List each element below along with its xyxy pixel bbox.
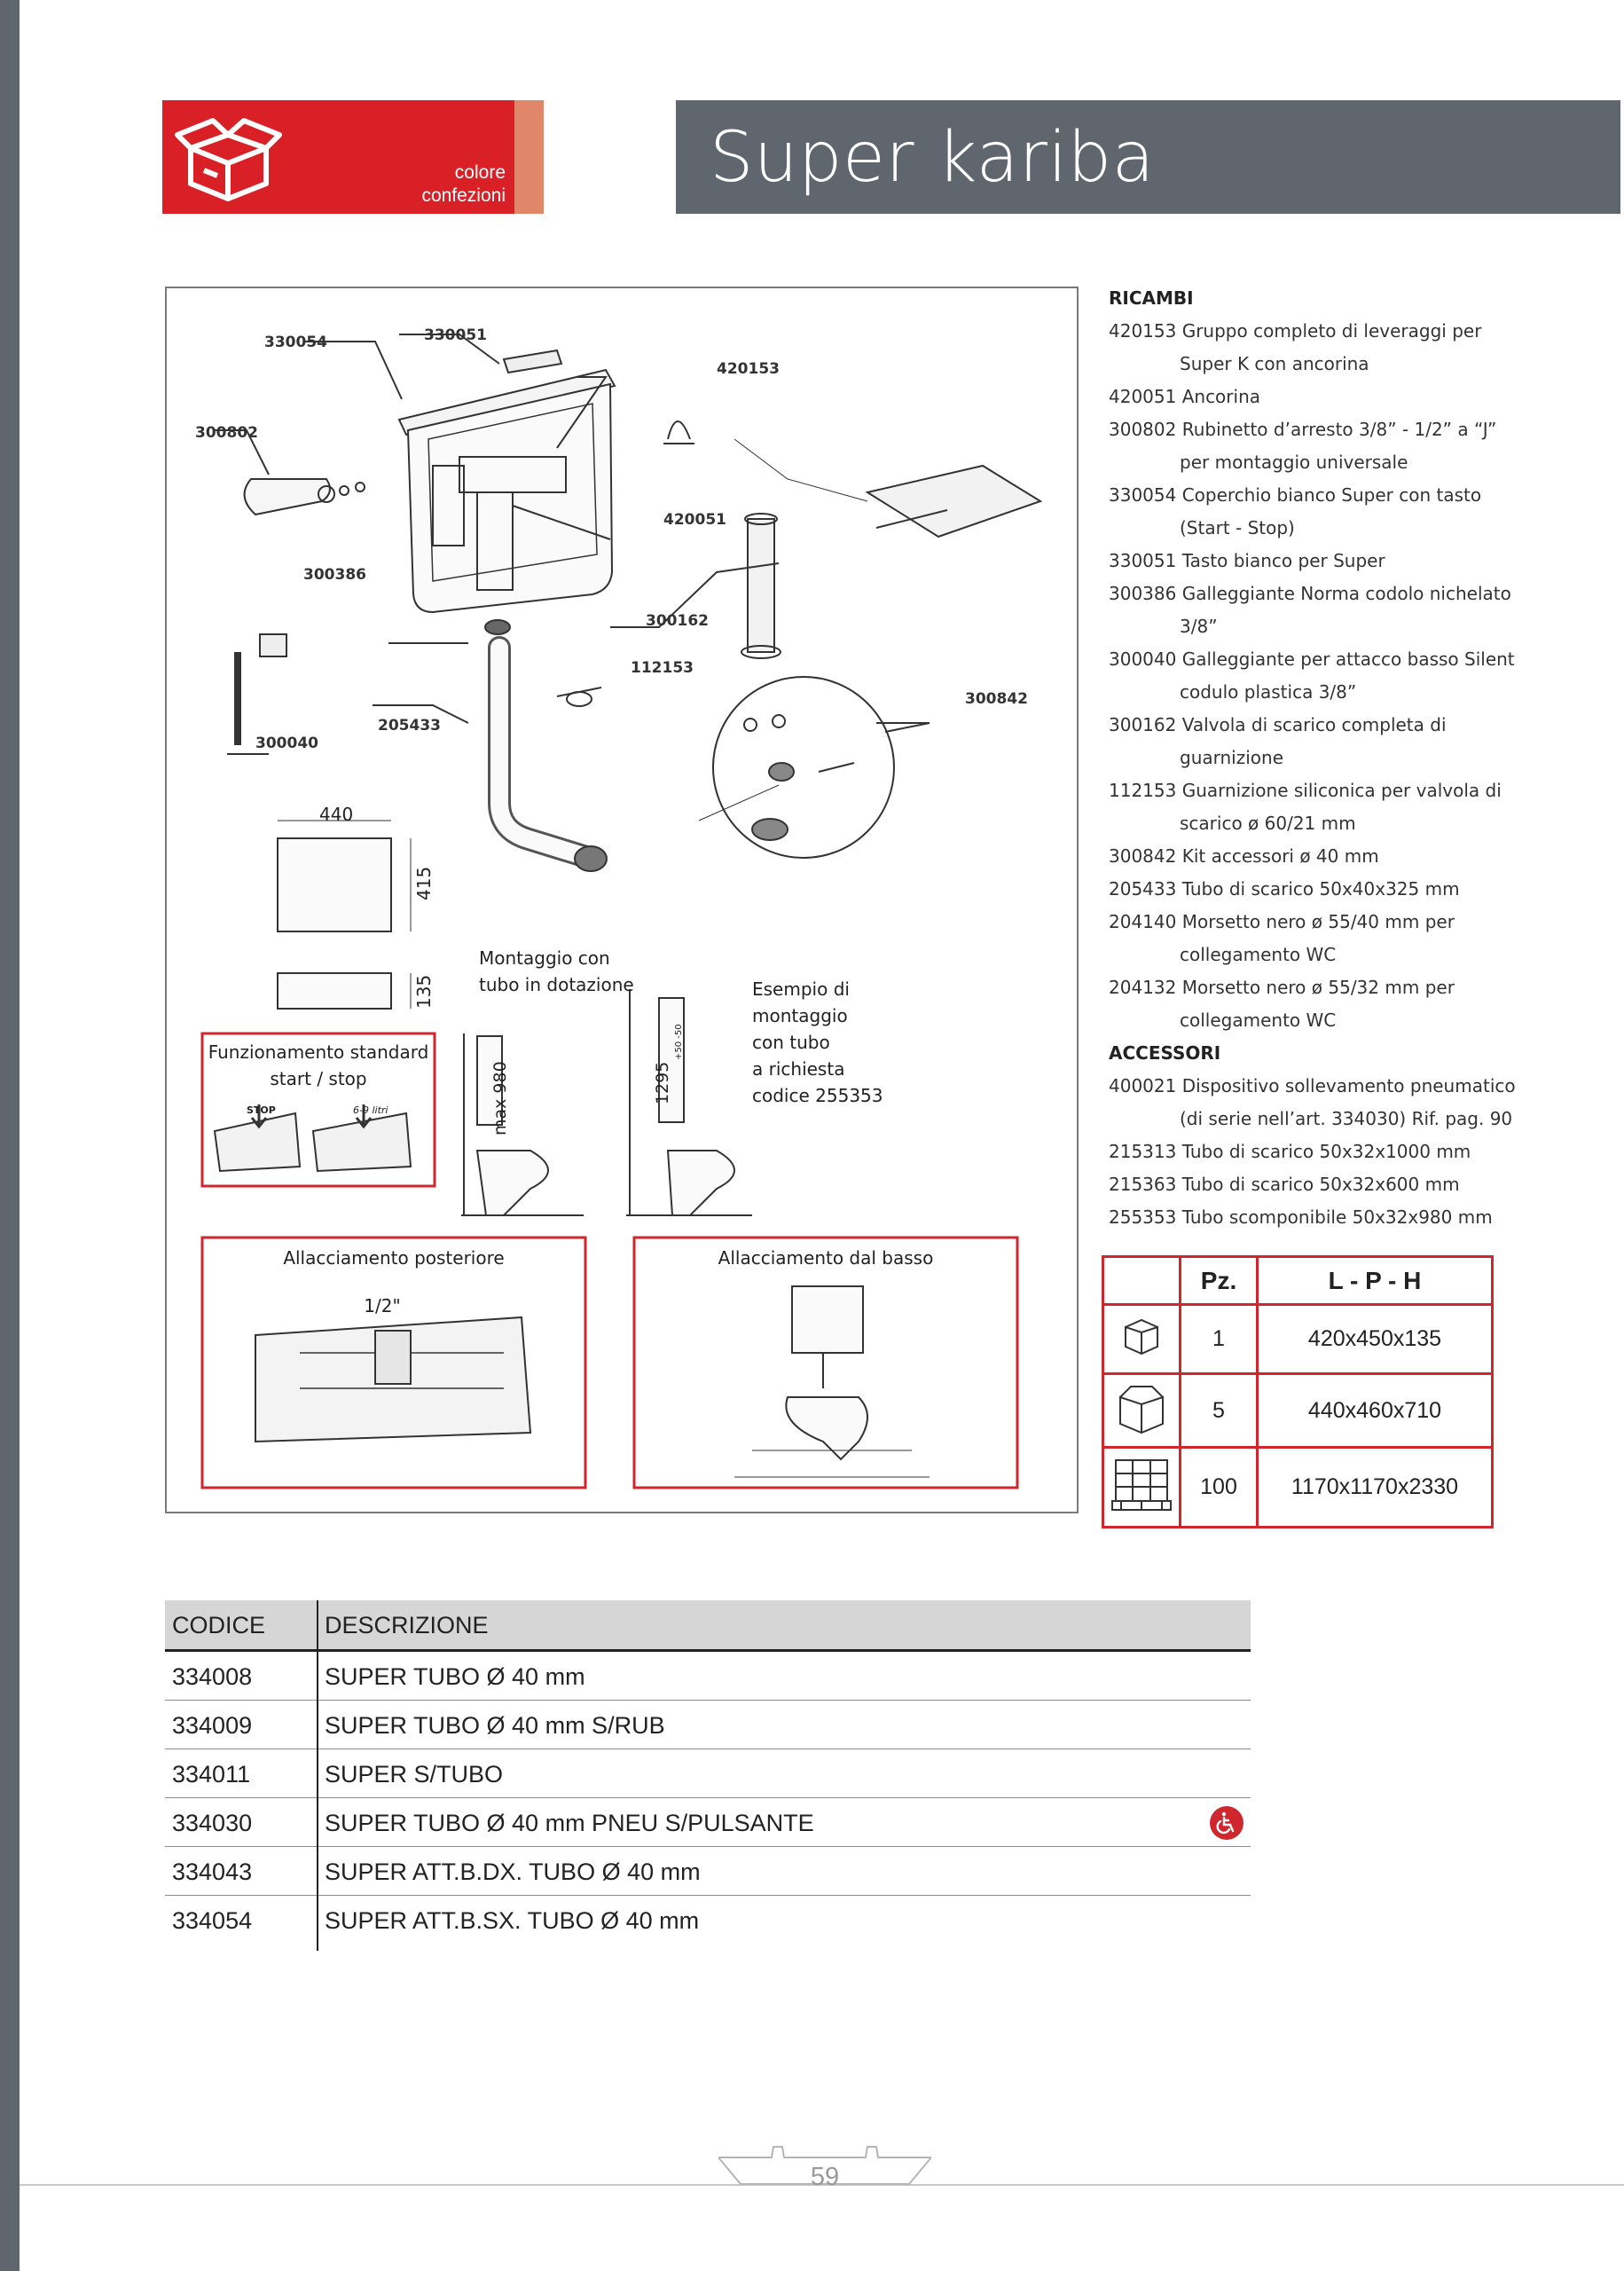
descrizione-header: DESCRIZIONE bbox=[325, 1612, 489, 1638]
codice-header: CODICE bbox=[172, 1612, 266, 1638]
accessibility-icon bbox=[1210, 1806, 1243, 1840]
carton-box-icon bbox=[1103, 1374, 1181, 1448]
code-cell: 334054 bbox=[172, 1907, 253, 1934]
allacciamento-posteriore-title: Allacciamento posteriore bbox=[283, 1247, 505, 1269]
subtitle-line-2: confezioni bbox=[421, 185, 506, 206]
half-inch-label: 1/2" bbox=[364, 1295, 401, 1316]
part-label: 300386 bbox=[303, 566, 366, 584]
spare-item: 300842 Kit accessori ø 40 mm bbox=[1109, 845, 1379, 867]
packaging-icon-header bbox=[1103, 1257, 1181, 1305]
spare-parts-list bbox=[1109, 282, 1517, 1234]
allacciamento-basso-title: Allacciamento dal basso bbox=[718, 1247, 934, 1269]
packaging-row bbox=[1103, 1305, 1493, 1374]
part-label: 300040 bbox=[255, 735, 318, 752]
code-cell: 334008 bbox=[172, 1663, 253, 1690]
esempio-line-5: codice 255353 bbox=[752, 1085, 883, 1106]
left-edge-bar bbox=[0, 0, 20, 2271]
part-label: 112153 bbox=[631, 659, 694, 677]
pz-header: Pz. bbox=[1181, 1257, 1258, 1305]
esempio-line-3: con tubo bbox=[752, 1032, 830, 1053]
header-accent-strip bbox=[514, 100, 544, 214]
part-label: 330054 bbox=[264, 334, 327, 351]
spare-item: 300162 Valvola di scarico completa di guarnizione bbox=[1109, 714, 1447, 768]
dim-width: 440 bbox=[319, 804, 354, 825]
description-cell: SUPER TUBO Ø 40 mm bbox=[325, 1663, 585, 1690]
packaging-row bbox=[1103, 1448, 1493, 1528]
table-row bbox=[165, 1798, 1251, 1847]
pallet-icon bbox=[1103, 1448, 1181, 1528]
max-980-label: max 980 bbox=[490, 1061, 510, 1136]
montaggio-line-2: tubo in dotazione bbox=[479, 974, 634, 995]
open-box-icon bbox=[173, 108, 284, 202]
part-label: 205433 bbox=[378, 717, 441, 735]
lph-cell: 440x460x710 bbox=[1258, 1374, 1493, 1448]
spare-item: 330054 Coperchio bianco Super con tasto (Start - Stop) bbox=[1109, 484, 1482, 538]
1295-label: 1295 bbox=[653, 1061, 672, 1104]
code-cell: 334009 bbox=[172, 1712, 253, 1739]
code-cell: 334030 bbox=[172, 1810, 253, 1836]
part-label: 300842 bbox=[965, 690, 1028, 708]
exploded-view-diagram bbox=[167, 288, 1077, 1512]
table-row bbox=[165, 1652, 1251, 1701]
codes-column-divider bbox=[317, 1600, 318, 1951]
part-label: 300162 bbox=[646, 612, 709, 630]
part-label: 420051 bbox=[663, 511, 726, 529]
page-title: Super kariba bbox=[710, 118, 1155, 198]
spare-item: 300040 Galleggiante per attacco basso Silent codulo plastica 3/8” bbox=[1109, 648, 1515, 703]
description-cell: SUPER S/TUBO bbox=[325, 1761, 504, 1788]
table-row bbox=[165, 1847, 1251, 1896]
accessory-item: 215363 Tubo di scarico 50x32x600 mm bbox=[1109, 1174, 1460, 1195]
product-codes-table bbox=[165, 1600, 1251, 1944]
lph-cell: 1170x1170x2330 bbox=[1258, 1448, 1493, 1528]
esempio-line-4: a richiesta bbox=[752, 1058, 845, 1080]
esempio-line-1: Esempio di bbox=[752, 978, 850, 1000]
funzionamento-line-1: Funzionamento standard bbox=[208, 1041, 429, 1063]
lph-header: L - P - H bbox=[1258, 1257, 1493, 1305]
description-cell: SUPER ATT.B.SX. TUBO Ø 40 mm bbox=[325, 1907, 700, 1934]
accessory-item: 400021 Dispositivo sollevamento pneumatico (di serie nell’art. 334030) Rif. pag. 90 bbox=[1109, 1075, 1516, 1129]
description-cell: SUPER ATT.B.DX. TUBO Ø 40 mm bbox=[325, 1858, 701, 1885]
packaging-header-row bbox=[1103, 1257, 1493, 1305]
spare-item: 205433 Tubo di scarico 50x40x325 mm bbox=[1109, 878, 1460, 900]
accessori-heading: ACCESSORI bbox=[1109, 1042, 1221, 1064]
lph-cell: 420x450x135 bbox=[1258, 1305, 1493, 1374]
header-subtitle bbox=[373, 161, 506, 208]
spare-item: 420153 Gruppo completo di leveraggi per Super K con ancorina bbox=[1109, 320, 1482, 374]
single-box-icon bbox=[1103, 1305, 1181, 1374]
pz-cell: 5 bbox=[1181, 1374, 1258, 1448]
esempio-line-2: montaggio bbox=[752, 1005, 848, 1026]
packaging-row bbox=[1103, 1374, 1493, 1448]
page-number: 59 bbox=[810, 2163, 840, 2191]
accessory-item: 255353 Tubo scomponibile 50x32x980 mm bbox=[1109, 1206, 1493, 1228]
funzionamento-line-2: start / stop bbox=[270, 1068, 367, 1089]
subtitle-line-1: colore bbox=[454, 162, 506, 183]
stop-label: STOP bbox=[247, 1104, 276, 1116]
spare-item: 204132 Morsetto nero ø 55/32 mm per collegamento WC bbox=[1109, 977, 1455, 1031]
description-cell: SUPER TUBO Ø 40 mm S/RUB bbox=[325, 1712, 665, 1739]
ricambi-heading: RICAMBI bbox=[1109, 287, 1194, 309]
spare-item: 420051 Ancorina bbox=[1109, 386, 1261, 407]
montaggio-line-1: Montaggio con bbox=[479, 947, 610, 969]
spare-item: 112153 Guarnizione siliconica per valvola di scarico ø 60/21 mm bbox=[1109, 780, 1502, 834]
spare-item: 300802 Rubinetto d’arresto 3/8” - 1/2” a “J” per montaggio universale bbox=[1109, 419, 1497, 473]
table-row bbox=[165, 1701, 1251, 1749]
packaging-table bbox=[1102, 1255, 1494, 1528]
part-label: 330051 bbox=[424, 326, 487, 344]
1295-tolerance: +50 -50 bbox=[674, 1024, 684, 1060]
pz-cell: 100 bbox=[1181, 1448, 1258, 1528]
table-row bbox=[165, 1749, 1251, 1798]
dim-height: 415 bbox=[413, 866, 435, 900]
accessory-item: 215313 Tubo di scarico 50x32x1000 mm bbox=[1109, 1141, 1471, 1162]
spare-item: 204140 Morsetto nero ø 55/40 mm per collegamento WC bbox=[1109, 911, 1455, 965]
code-cell: 334011 bbox=[172, 1761, 251, 1788]
spare-item: 300386 Galleggiante Norma codolo nichelato 3/8” bbox=[1109, 583, 1511, 637]
part-label: 420153 bbox=[717, 360, 780, 378]
spare-item: 330051 Tasto bianco per Super bbox=[1109, 550, 1385, 571]
pz-cell: 1 bbox=[1181, 1305, 1258, 1374]
litri-label: 6-9 litri bbox=[353, 1104, 388, 1116]
part-label: 300802 bbox=[195, 424, 258, 442]
code-cell: 334043 bbox=[172, 1858, 253, 1885]
codes-header-row bbox=[165, 1600, 1251, 1652]
dim-depth: 135 bbox=[413, 974, 435, 1009]
table-row bbox=[165, 1896, 1251, 1944]
description-cell: SUPER TUBO Ø 40 mm PNEU S/PULSANTE bbox=[325, 1810, 814, 1836]
